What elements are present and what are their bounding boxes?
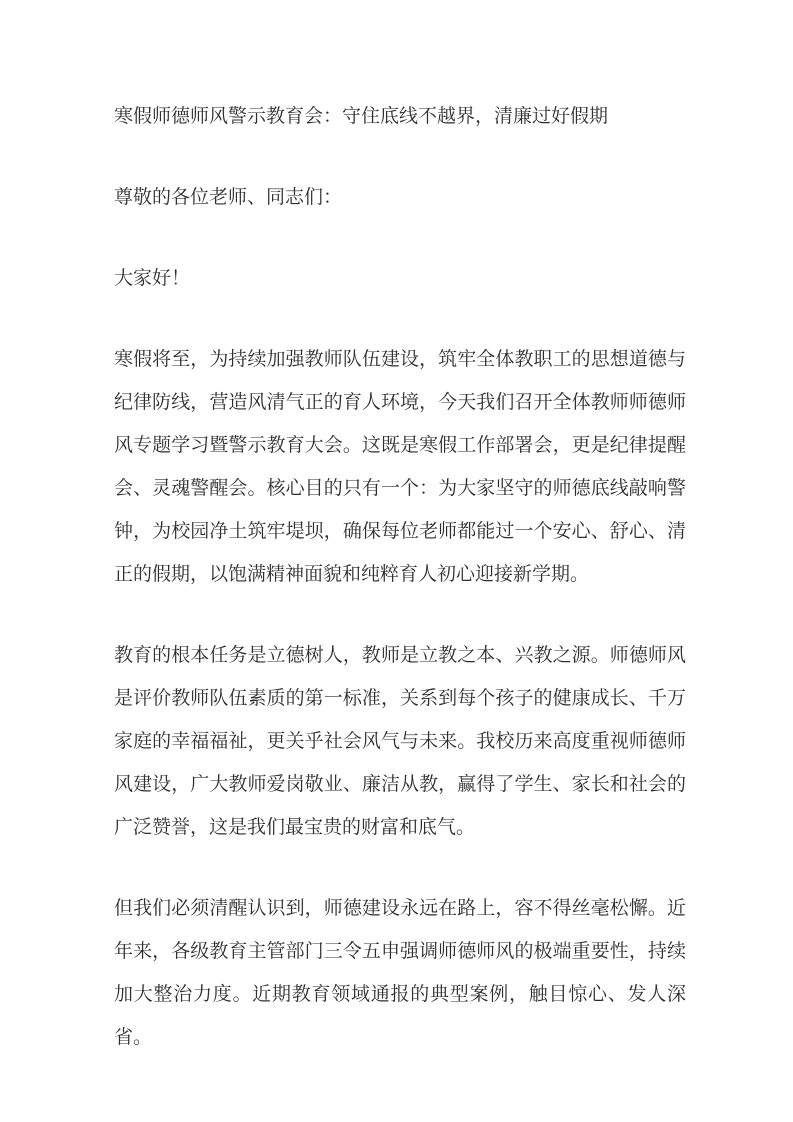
text-line: 是评价教师队伍素质的第一标准，关系到每个孩子的健康成长、千万 bbox=[114, 688, 686, 709]
text-line: 会、灵魂警醒会。核心目的只有一个：为大家坚守的师德底线敲响警 bbox=[114, 478, 686, 499]
greeting bbox=[114, 257, 686, 300]
paragraph-2 bbox=[114, 634, 686, 849]
salutation bbox=[114, 176, 686, 219]
text-line: 年来，各级教育主管部门三令五申强调师德师风的极端重要性，持续 bbox=[114, 941, 686, 962]
document-body bbox=[114, 95, 686, 1059]
text-line: 风建设，广大教师爱岗敬业、廉洁从教，赢得了学生、家长和社会的 bbox=[114, 774, 686, 795]
paragraph-1 bbox=[114, 338, 686, 596]
text-line: 钟，为校园净土筑牢堤坝，确保每位老师都能过一个安心、舒心、清 bbox=[114, 521, 686, 542]
text-line: 尊敬的各位老师、同志们： bbox=[114, 187, 343, 208]
doc-title bbox=[114, 95, 686, 138]
text-line: 加大整治力度。近期教育领域通报的典型案例，触目惊心、发人深省。 bbox=[114, 984, 686, 1048]
text-line: 风专题学习暨警示教育大会。这既是寒假工作部署会，更是纪律提醒 bbox=[114, 435, 686, 456]
text-line: 寒假师德师风警示教育会：守住底线不越界，清廉过好假期 bbox=[114, 106, 609, 127]
paragraph-3 bbox=[114, 887, 686, 1059]
text-line: 教育的根本任务是立德树人，教师是立教之本、兴教之源。师德师风 bbox=[114, 645, 686, 666]
text-line: 大家好！ bbox=[114, 268, 191, 289]
text-line: 纪律防线，营造风清气正的育人环境，今天我们召开全体教师师德师 bbox=[114, 392, 686, 413]
text-line: 寒假将至，为持续加强教师队伍建设，筑牢全体教职工的思想道德与 bbox=[114, 349, 686, 370]
text-line: 但我们必须清醒认识到，师德建设永远在路上，容不得丝毫松懈。近 bbox=[114, 898, 686, 919]
text-line: 正的假期，以饱满精神面貌和纯粹育人初心迎接新学期。 bbox=[114, 564, 590, 585]
text-line: 广泛赞誉，这是我们最宝贵的财富和底气。 bbox=[114, 817, 476, 838]
text-line: 家庭的幸福福祉，更关乎社会风气与未来。我校历来高度重视师德师 bbox=[114, 731, 686, 752]
